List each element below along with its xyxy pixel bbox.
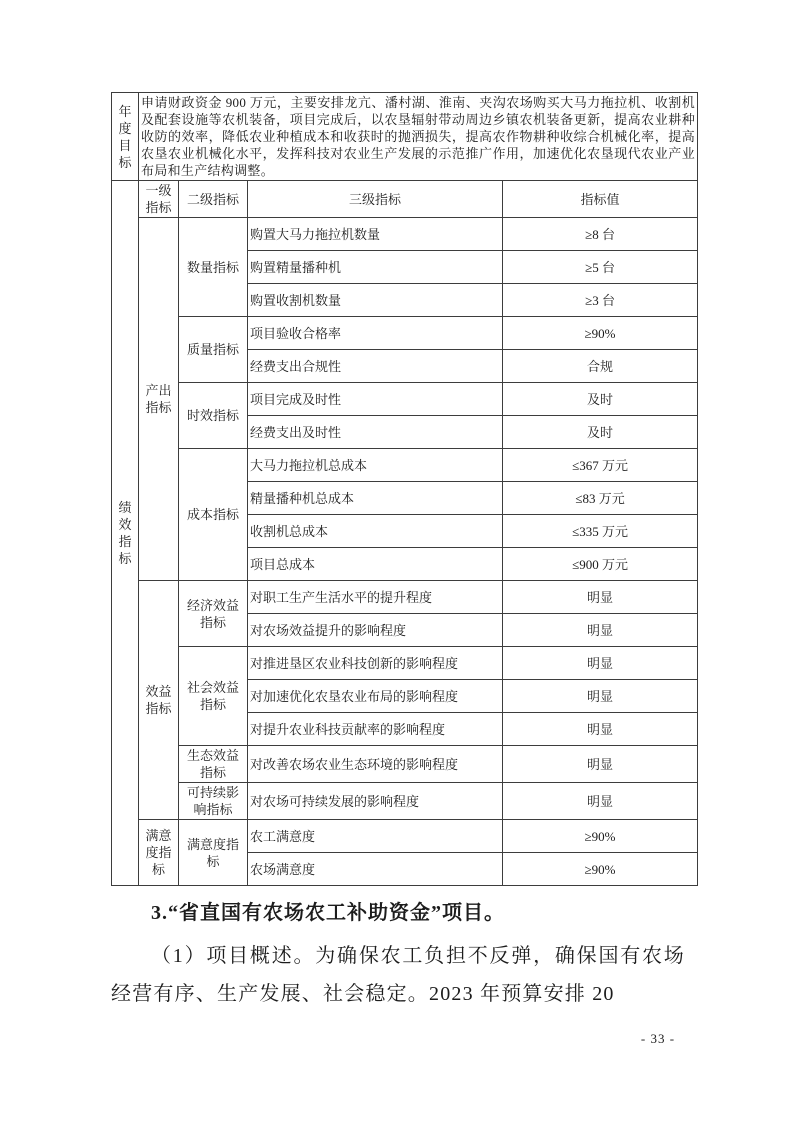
indicator-value-cell: ≥5 台: [503, 251, 698, 284]
column-header-1: 二级指标: [179, 181, 248, 218]
indicator-value-cell: 明显: [503, 614, 698, 647]
indicator-value-cell: 明显: [503, 713, 698, 746]
level2-indicator-cell: 时效指标: [179, 383, 248, 449]
column-header-2: 三级指标: [248, 181, 503, 218]
level3-indicator-cell: 经费支出及时性: [248, 416, 503, 449]
level3-indicator-cell: 大马力拖拉机总成本: [248, 449, 503, 482]
level3-indicator-cell: 对加速优化农垦农业布局的影响程度: [248, 680, 503, 713]
level2-indicator-cell: 经济效益指标: [179, 581, 248, 647]
level2-indicator-cell: 生态效益指标: [179, 746, 248, 783]
level3-indicator-cell: 购置大马力拖拉机数量: [248, 218, 503, 251]
indicator-value-cell: ≤900 万元: [503, 548, 698, 581]
section-heading: 3.“省直国有农场农工补助资金”项目。: [151, 902, 505, 924]
indicator-value-cell: 合规: [503, 350, 698, 383]
indicator-row: [112, 647, 698, 680]
level3-indicator-cell: 对农场效益提升的影响程度: [248, 614, 503, 647]
level2-indicator-cell: 数量指标: [179, 218, 248, 317]
level3-indicator-cell: 农场满意度: [248, 853, 503, 886]
indicator-value-cell: 明显: [503, 746, 698, 783]
indicator-row: [112, 317, 698, 350]
level2-indicator-cell: 满意度指标: [179, 820, 248, 886]
level1-indicator-cell: 满意度指标: [139, 820, 179, 886]
annual-goal-label: 年度目标: [112, 93, 139, 181]
level3-indicator-cell: 项目完成及时性: [248, 383, 503, 416]
indicator-row: [112, 581, 698, 614]
indicator-row: [112, 218, 698, 251]
indicator-value-cell: 及时: [503, 383, 698, 416]
performance-table-body: [112, 93, 698, 886]
indicator-row: [112, 449, 698, 482]
indicator-value-cell: ≥90%: [503, 820, 698, 853]
page-number: - 33 -: [640, 1031, 676, 1046]
level3-indicator-cell: 对改善农场农业生态环境的影响程度: [248, 746, 503, 783]
level3-indicator-cell: 精量播种机总成本: [248, 482, 503, 515]
level2-indicator-cell: 质量指标: [179, 317, 248, 383]
level1-indicator-cell: 产出指标: [139, 218, 179, 581]
performance-indicator-label: 绩效指标: [112, 181, 139, 886]
indicator-value-cell: 明显: [503, 680, 698, 713]
indicator-row: [112, 783, 698, 820]
indicator-value-cell: ≥8 台: [503, 218, 698, 251]
indicator-value-cell: 明显: [503, 581, 698, 614]
level3-indicator-cell: 购置收割机数量: [248, 284, 503, 317]
indicator-value-cell: ≤367 万元: [503, 449, 698, 482]
indicator-header-row: [112, 181, 698, 218]
level3-indicator-cell: 项目总成本: [248, 548, 503, 581]
level3-indicator-cell: 项目验收合格率: [248, 317, 503, 350]
level3-indicator-cell: 农工满意度: [248, 820, 503, 853]
column-header-3: 指标值: [503, 181, 698, 218]
level3-indicator-cell: 对职工生产生活水平的提升程度: [248, 581, 503, 614]
indicator-value-cell: ≥3 台: [503, 284, 698, 317]
level3-indicator-cell: 收割机总成本: [248, 515, 503, 548]
indicator-value-cell: ≥90%: [503, 317, 698, 350]
column-header-0: 一级指标: [139, 181, 179, 218]
level2-indicator-cell: 可持续影响指标: [179, 783, 248, 820]
indicator-value-cell: ≥90%: [503, 853, 698, 886]
level3-indicator-cell: 购置精量播种机: [248, 251, 503, 284]
annual-goal-row: [112, 93, 698, 181]
level3-indicator-cell: 经费支出合规性: [248, 350, 503, 383]
indicator-row: [112, 383, 698, 416]
indicator-value-cell: 明显: [503, 783, 698, 820]
level3-indicator-cell: 对农场可持续发展的影响程度: [248, 783, 503, 820]
indicator-value-cell: 及时: [503, 416, 698, 449]
level1-indicator-cell: 效益指标: [139, 581, 179, 820]
level3-indicator-cell: 对提升农业科技贡献率的影响程度: [248, 713, 503, 746]
annual-goal-text: 申请财政资金 900 万元，主要安排龙亢、潘村湖、淮南、夹沟农场购买大马力拖拉机、收割机及配套设施等农机装备，项目完成后，以农垦辐射带动周边乡镇农机装备更新，提高农业耕种收防的效率，降低农业种植成本和收获时的抛洒损失，提高农作物耕种收综合机械化率，提高农垦农业机械化水平，发挥科技对农业生产发展的示范推广作用，加速优化农垦现代农业产业布局和生产结构调整。: [139, 93, 698, 181]
performance-table: [111, 92, 698, 886]
indicator-value-cell: ≤83 万元: [503, 482, 698, 515]
level2-indicator-cell: 社会效益指标: [179, 647, 248, 746]
level2-indicator-cell: 成本指标: [179, 449, 248, 581]
indicator-row: [112, 820, 698, 853]
indicator-value-cell: 明显: [503, 647, 698, 680]
body-paragraph: （1）项目概述。为确保农工负担不反弹，确保国有农场经营有序、生产发展、社会稳定。2023 年预算安排 20: [111, 945, 685, 1005]
indicator-row: [112, 746, 698, 783]
indicator-value-cell: ≤335 万元: [503, 515, 698, 548]
page-content: [111, 92, 697, 1013]
level3-indicator-cell: 对推进垦区农业科技创新的影响程度: [248, 647, 503, 680]
